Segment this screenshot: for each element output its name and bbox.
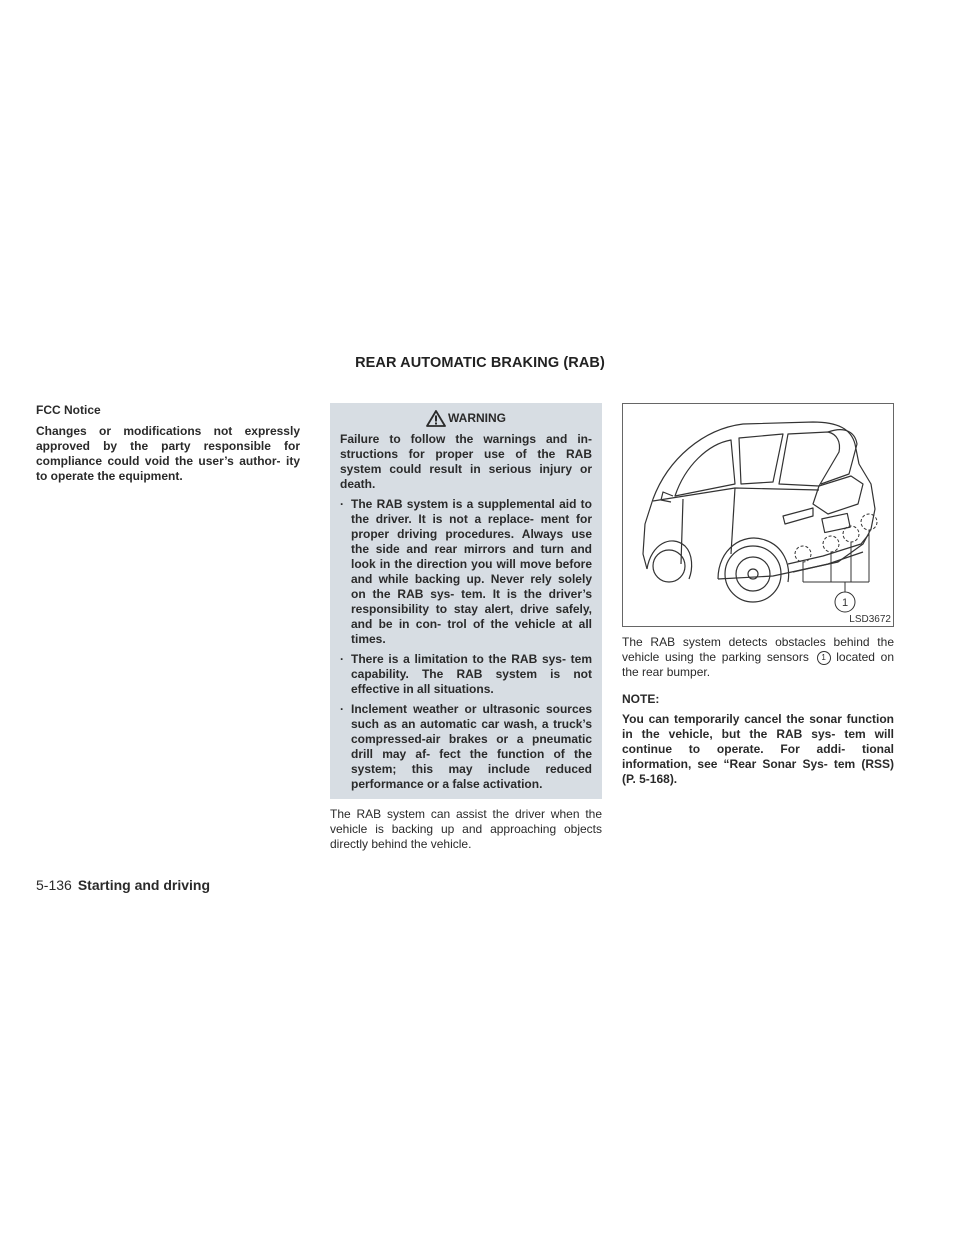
detect-text-before: The RAB system detects obstacles behind the vehicle using the parking sensors <box>622 635 894 664</box>
warning-column <box>330 403 602 852</box>
warning-item-text: The RAB system is a supplemental aid to the driver. It is not a replace- ment for proper driving procedures. Always use the side and rear mirrors and turn and look in the direction you will move before and while backing up. Never rely solely on the RAB sys- tem. It is the driver’s responsibility to stay alert, drive safely, and be in con- trol of the vehicle at all times. <box>351 497 592 646</box>
bullet-dot: · <box>340 702 344 716</box>
bullet-dot: · <box>340 652 344 666</box>
warning-list <box>340 497 592 792</box>
warning-item <box>340 702 592 792</box>
warning-triangle-icon <box>426 410 446 427</box>
car-rear-drawing <box>623 404 893 626</box>
note-body: You can temporarily cancel the sonar function in the vehicle, but the RAB sys- tem will continue to operate. For addi- tional information, see “Rear Sonar Sys- tem (RSS) (P. 5-168). <box>622 712 894 786</box>
warning-item-text: Inclement weather or ultrasonic sources such as an automatic car wash, a truck’s compressed-air brakes or a pneumatic drill may af- fect the function of the system; this may include reduced performance or a false activation. <box>351 702 592 791</box>
page-number: 5-136 <box>36 877 72 893</box>
chapter-title: Starting and driving <box>77 877 211 893</box>
rab-intro-text: The RAB system can assist the driver when the vehicle is backing up and approaching objects directly behind the vehicle. <box>330 807 602 851</box>
vehicle-rear-illustration <box>622 403 894 627</box>
fcc-body: Changes or modifications not expressly approved by the party responsible for compliance could void the user’s author- ity to operate the equipment. <box>36 424 300 483</box>
section-title: REAR AUTOMATIC BRAKING (RAB) <box>355 355 605 371</box>
warning-box <box>330 403 602 799</box>
detect-text-after: located on the rear bumper. <box>622 650 894 679</box>
figure-code: LSD3672 <box>849 614 891 625</box>
warning-item <box>340 497 592 647</box>
warning-label: WARNING <box>448 411 506 425</box>
note-heading: NOTE: <box>622 692 660 706</box>
warning-item-text: There is a limitation to the RAB sys- tem capability. The RAB system is not effective in all situations. <box>351 652 592 696</box>
fcc-heading: FCC Notice <box>36 403 101 417</box>
bullet-dot: · <box>340 497 344 511</box>
page-footer <box>36 877 210 893</box>
warning-intro: Failure to follow the warnings and in- structions for proper use of the RAB system could result in serious injury or death. <box>340 432 592 491</box>
figure-callout-number: 1 <box>841 597 849 609</box>
fcc-column <box>36 403 300 484</box>
circled-number-1: 1 <box>817 651 831 665</box>
warning-header <box>340 407 592 429</box>
detect-text <box>622 635 894 680</box>
warning-item <box>340 652 592 697</box>
figure-column <box>622 403 894 787</box>
